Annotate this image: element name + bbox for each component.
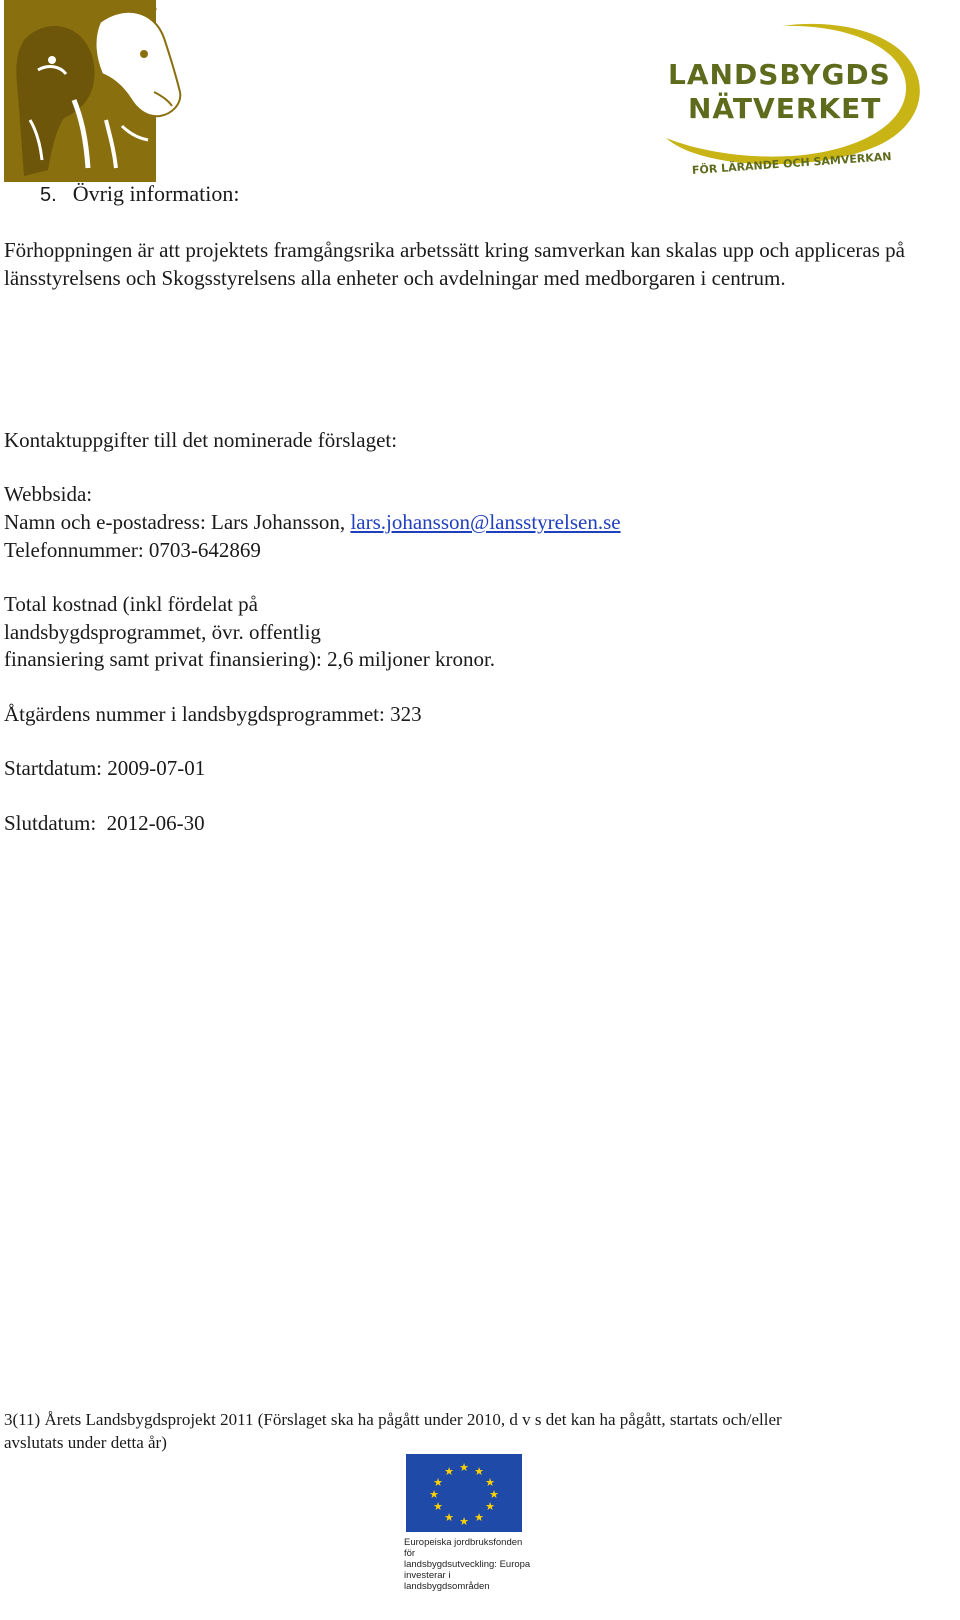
contact-name-label: Namn och e-postadress: Lars Johansson,	[4, 510, 351, 534]
section-title: Övrig information:	[72, 181, 240, 206]
svg-text:★: ★	[459, 1461, 469, 1474]
section-paragraph: Förhoppningen är att projektets framgångsrika arbetssätt kring samverkan kan skalas upp och appliceras på länsstyrelsens och Skogsstyrelsens alla enheter och avdelningar med medborgaren i centrum.	[4, 238, 905, 290]
svg-text:★: ★	[433, 1476, 443, 1489]
contact-heading: Kontaktuppgifter till det nominerade förslaget:	[4, 428, 398, 452]
svg-text:★: ★	[444, 1511, 454, 1524]
eu-caption-line-3: investerar i landsbygdsområden	[404, 1570, 490, 1592]
sheep-heads-logo-icon	[4, 0, 182, 182]
logo-line-2: NÄTVERKET	[688, 92, 882, 125]
end-date: Slutdatum: 2012-06-30	[4, 811, 205, 835]
start-date: Startdatum: 2009-07-01	[4, 756, 206, 780]
footer-line-2: avslutats under detta år)	[4, 1433, 167, 1452]
svg-text:★: ★	[489, 1488, 499, 1501]
svg-text:★: ★	[429, 1488, 439, 1501]
landsbygdsnatverket-logo	[662, 20, 930, 190]
cost-line-1: Total kostnad (inkl fördelat på	[4, 592, 258, 616]
phone-line: Telefonnummer: 0703-642869	[4, 538, 261, 562]
contact-name-line	[4, 508, 621, 536]
measure-number: Åtgärdens nummer i landsbygdsprogrammet: 323	[4, 702, 422, 726]
footer-line-1: 3(11) Årets Landsbygdsprojekt 2011 (Förslaget ska ha pågått under 2010, d v s det kan ha pågått, startats och/eller	[4, 1410, 782, 1429]
eu-flag-icon	[406, 1454, 522, 1532]
logo-line-1: LANDSBYGDS	[668, 58, 891, 91]
website-label: Webbsida:	[4, 482, 93, 506]
eu-caption	[404, 1537, 534, 1592]
cost-line-2: landsbygdsprogrammet, övr. offentlig	[4, 620, 321, 644]
eu-caption-line-1: Europeiska jordbruksfonden för	[404, 1537, 523, 1559]
svg-text:★: ★	[459, 1515, 469, 1528]
svg-text:★: ★	[485, 1476, 495, 1489]
svg-text:★: ★	[474, 1465, 484, 1478]
eu-caption-line-2: landsbygdsutveckling: Europa	[404, 1559, 531, 1570]
svg-text:★: ★	[444, 1465, 454, 1478]
email-link[interactable]: lars.johansson@lansstyrelsen.se	[350, 510, 621, 534]
svg-text:★: ★	[433, 1500, 443, 1513]
section-heading	[40, 180, 240, 209]
logo-tagline: FÖR LÄRANDE OCH SAMVERKAN	[691, 150, 892, 177]
cost-line-3: finansiering samt privat finansiering): 2,6 miljoner kronor.	[4, 647, 496, 671]
svg-text:★: ★	[474, 1511, 484, 1524]
svg-text:★: ★	[485, 1500, 495, 1513]
section-number: 5.	[40, 184, 57, 206]
